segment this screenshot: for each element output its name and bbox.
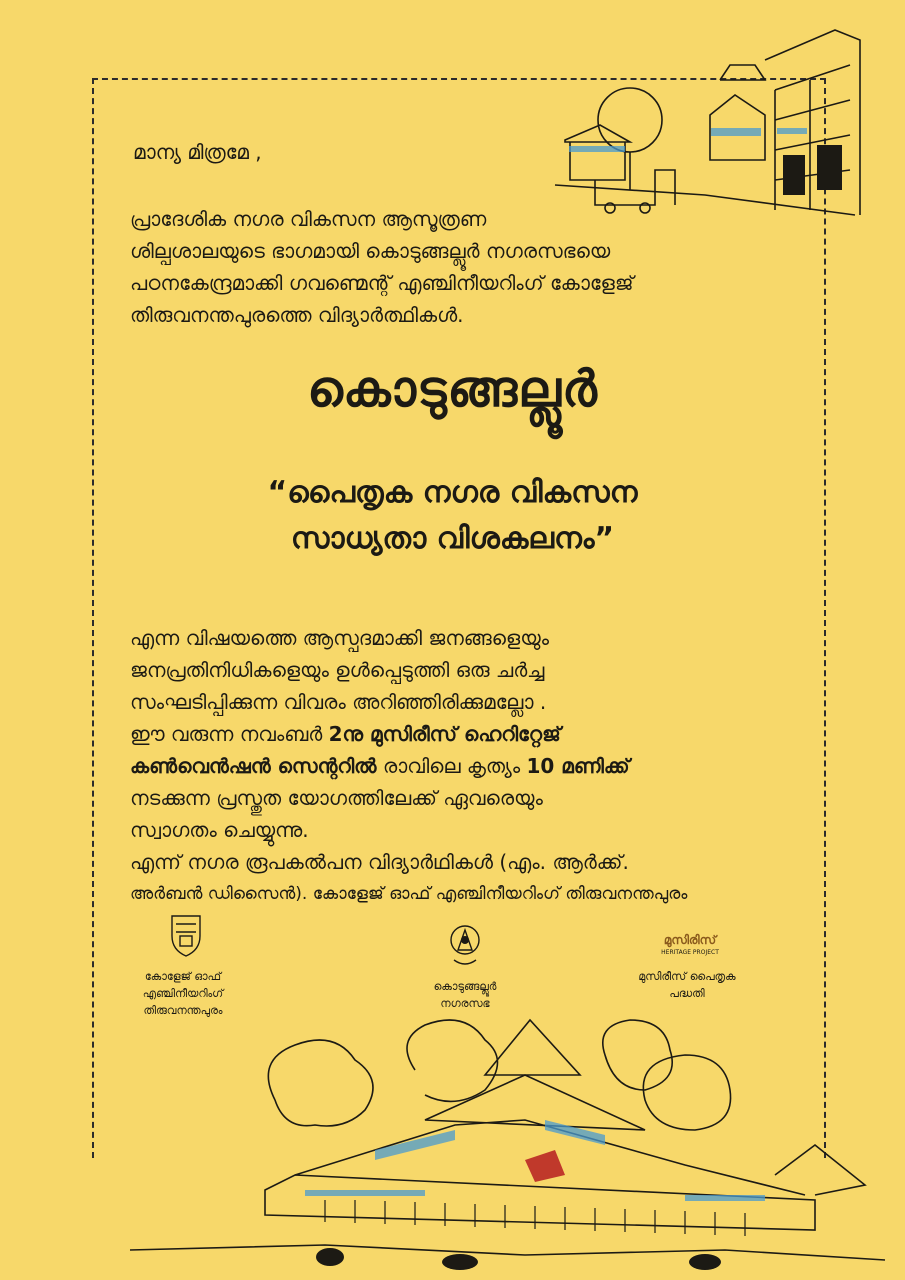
intro-line: ശില്പശാലയുടെ ഭാഗമായി കൊടുങ്ങല്ലൂർ നഗരസഭയെ (130, 239, 611, 263)
body-line: സ്വാഗതം ചെയ്യുന്നു. (130, 818, 309, 842)
temple-sketch-illustration (125, 1000, 895, 1275)
muziris-badge-text: മുസിരിസ് (663, 933, 717, 947)
logo-caption-line: നഗരസഭ (440, 997, 490, 1010)
body-text: രാവിലെ കൃത്യം (376, 754, 527, 778)
body-line-date (130, 718, 810, 750)
intro-line: തിരുവനന്തപുരത്തെ വിദ്യാർത്ഥികൾ. (130, 303, 464, 327)
body-line: എന്ന് നഗര രൂപകൽപന വിദ്യാർഥികൾ (എം. ആർക്ക്. (130, 850, 629, 874)
body-line-venue (130, 750, 810, 782)
logo-caption-line: എഞ്ചിനീയറിംഗ് (142, 987, 224, 1000)
event-date-venue: 2നു മുസിരീസ് ഹെറിറ്റേജ് (328, 722, 561, 746)
topic-line: “പൈതൃക നഗര വികസന (267, 475, 638, 510)
college-emblem-icon (168, 912, 204, 960)
intro-line: പ്രാദേശിക നഗര വികസന ആസൂത്രണ (130, 207, 487, 231)
body-line: ജനപ്രതിനിധികളെയും ഉൾപ്പെടുത്തി ഒരു ചർച്ച (130, 658, 545, 682)
logo-caption-line: കോളേജ് ഓഫ് (144, 970, 222, 983)
body-line: സംഘടിപ്പിക്കുന്ന വിവരം അറിഞ്ഞിരിക്കുമല്ലോ . (130, 690, 547, 714)
muziris-logo-caption (612, 968, 762, 1002)
body-line: എന്ന വിഷയത്തെ ആസ്പദമാക്കി ജനങ്ങളെയും (130, 626, 550, 650)
body-line: അർബൻ ഡിസൈൻ). കോളേജ് ഓഫ് എഞ്ചിനീയറിംഗ് തിരുവനന്തപുരം (130, 884, 688, 904)
intro-line: പഠനകേന്ദ്രമാക്കി ഗവണ്മെന്റ് എഞ്ചിനീയറിംഗ് കോളേജ് (130, 271, 634, 295)
logo-caption-line: കൊടുങ്ങല്ലൂർ (433, 980, 497, 993)
body-text: ഈ വരുന്ന നവംബർ (130, 722, 329, 746)
intro-paragraph (130, 203, 790, 331)
logo-caption-line: തിരുവനന്തപുരം (143, 1004, 223, 1017)
municipality-emblem-icon (448, 922, 482, 968)
body-paragraph (130, 622, 810, 910)
body-line: നടക്കുന്ന പ്രസ്തുത യോഗത്തിലേക്ക് ഏവരെയും (130, 786, 543, 810)
place-title: കൊടുങ്ങല്ലൂർ (307, 360, 598, 418)
muziris-badge-subtext: HERITAGE PROJECT (661, 949, 719, 956)
event-time: 10 മണിക്ക് (526, 754, 630, 778)
muziris-logo (650, 932, 730, 957)
topic-line: സാധ്യതാ വിശകലനം” (290, 521, 615, 556)
logo-caption-line: മുസിരീസ് പൈതൃക (638, 970, 736, 983)
topic-title (0, 470, 905, 562)
logo-caption-line: പദ്ധതി (669, 987, 705, 1000)
greeting: മാന്യ മിത്രമേ , (133, 140, 262, 164)
street-sketch-illustration (535, 20, 865, 220)
event-venue: കൺവെൻഷൻ സെന്ററിൽ (130, 754, 377, 778)
